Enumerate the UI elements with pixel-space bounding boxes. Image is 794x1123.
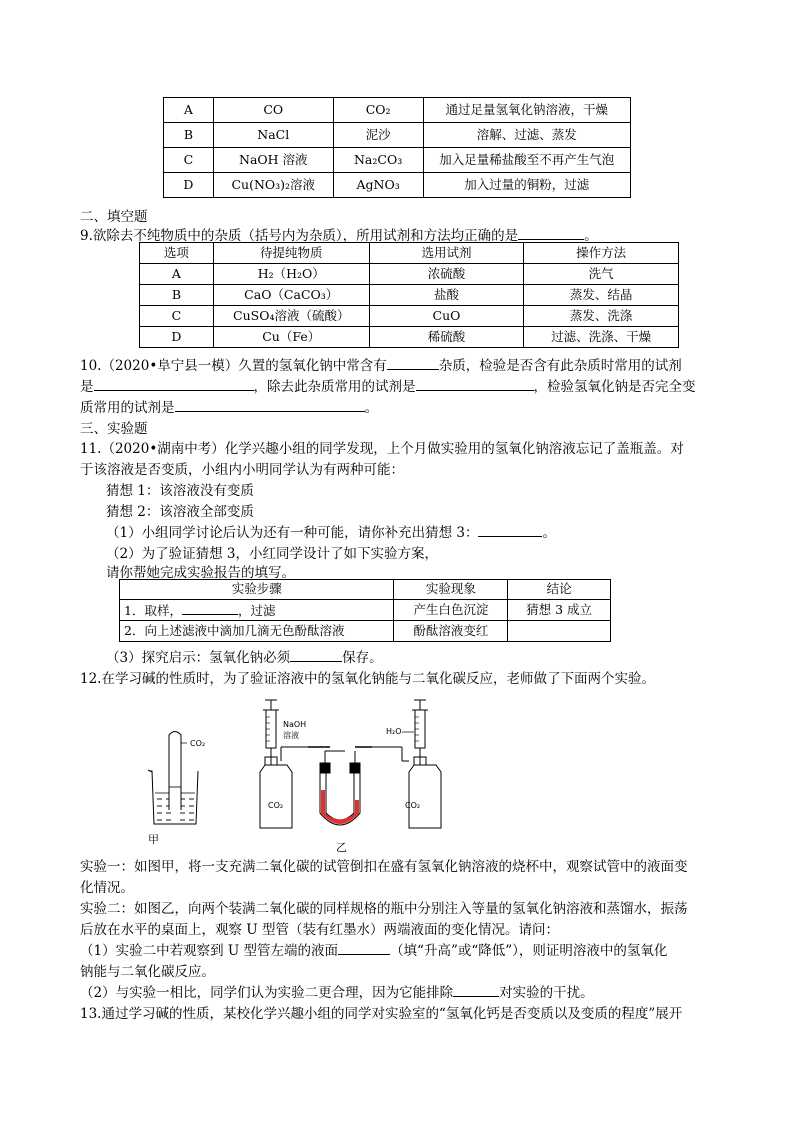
row2-step: 2．向上述滤液中滴加几滴无色酚酞溶液 (120, 621, 394, 642)
t1-row (164, 123, 631, 148)
row1-step: 1．取样， ，过滤 (120, 600, 394, 621)
t1-cell: A (164, 98, 214, 123)
row1-conclusion: 猜想 3 成立 (508, 600, 611, 621)
q10-line3: 质常用的试剂是 。 (80, 400, 378, 416)
q9-text: 9.欲除去不纯物质中的杂质（括号内为杂质），所用试剂和方法均正确的是 。 (80, 228, 598, 244)
t1-cell: NaOH 溶液 (213, 148, 333, 173)
q10-line2: 是 ，除去此杂质常用的试剂是 ，检验氢氧化钠是否完全变 (80, 379, 696, 395)
q9-cell: CuSO₄溶液（硫酸） (213, 306, 369, 327)
t1-cell: 加入过量的铜粉，过滤 (423, 173, 630, 198)
t1-cell: NaCl (213, 123, 333, 148)
beaker-figure-jia (148, 732, 205, 847)
q12-sub1c: 钠能与二氧化碳反应。 (80, 964, 215, 980)
q10-line1: 10.（2020•阜宁县一模）久置的氢氧化钠中常含有 杂质，检验是否含有此杂质时常用的试剂 (80, 358, 682, 374)
t1-cell: AgNO₃ (333, 173, 423, 198)
q12-exp2-a: 实验二：如图乙，向两个装满二氧化碳的同样规格的瓶中分别注入等量的氢氧化钠溶液和蒸馏水，振荡 (80, 901, 688, 917)
q9-cell: A (140, 264, 214, 285)
syringe-right (412, 700, 428, 765)
row2-conclusion (508, 621, 611, 642)
th-phenomenon: 实验现象 (394, 580, 508, 600)
q11-line1: 11.（2020•湖南中考）化学兴趣小组的同学发现，上个月做实验用的氢氧化钠溶液忘记了盖瓶盖。对 (80, 441, 684, 457)
t1-cell: 加入足量稀盐酸至不再产生气泡 (423, 148, 630, 173)
t1-cell: Cu(NO₃)₂溶液 (213, 173, 333, 198)
t1-cell: D (164, 173, 214, 198)
q9-row (140, 285, 679, 306)
t1-row (164, 148, 631, 173)
t1-cell: Na₂CO₃ (333, 148, 423, 173)
t1-cell: B (164, 123, 214, 148)
q9-cell: 盐酸 (369, 285, 524, 306)
solution-label: 溶液 (283, 731, 299, 740)
co2-label-left: CO₂ (268, 801, 284, 810)
t1-cell: CO₂ (333, 98, 423, 123)
q11-line2: 于该溶液是否变质，小组内小明同学认为有两种可能： (80, 462, 404, 478)
h2o-label: H₂O (386, 727, 402, 736)
q9-header-cell: 选用试剂 (369, 243, 524, 264)
q11-sub3: （3）探究启示：氢氧化钠必须 保存。 (106, 650, 383, 666)
q9-header-cell: 待提纯物质 (213, 243, 369, 264)
naoh-label: NaOH (283, 720, 307, 729)
t1-cell: CO (213, 98, 333, 123)
q12-exp2-b: 后放在水平的桌面上，观察 U 型管（装有红墨水）两端液面的变化情况。请问： (80, 922, 559, 938)
q11-sub1: （1）小组同学讨论后认为还有一种可能，请你补充出猜想 3： 。 (106, 525, 556, 541)
t1-row (164, 98, 631, 123)
co2-label-jia: CO₂ (190, 739, 206, 748)
q9-cell: 浓硫酸 (369, 264, 524, 285)
q9-cell: H₂（H₂O） (213, 264, 369, 285)
q9-cell: Cu（Fe） (213, 327, 369, 348)
q9-cell: CaO（CaCO₃） (213, 285, 369, 306)
th-conclusion: 结论 (508, 580, 611, 600)
co2-label-right: CO₂ (405, 801, 421, 810)
bottle-right (370, 747, 441, 828)
q9-cell: 蒸发、洗涤 (524, 306, 679, 327)
experiment-figure (140, 695, 460, 855)
label-jia: 甲 (148, 833, 159, 846)
q11-sub2b: 请你帮她完成实验报告的填写。 (106, 565, 295, 581)
q9-header-cell: 选项 (140, 243, 214, 264)
q12-sub2: （2）与实验一相比，同学们认为实验二更合理，因为它能排除 对实验的干扰。 (80, 985, 594, 1001)
label-yi: 乙 (336, 841, 347, 854)
q9-row (140, 264, 679, 285)
q9-cell: C (140, 306, 214, 327)
t1-cell: 溶解、过滤、蒸发 (423, 123, 630, 148)
q11-sub2: （2）为了验证猜想 3，小红同学设计了如下实验方案， (106, 546, 438, 562)
u-tube (308, 747, 360, 825)
q9-cell: D (140, 327, 214, 348)
q11-guess2: 猜想 2：该溶液全部变质 (106, 504, 254, 520)
q12-line1: 12.在学习碱的性质时，为了验证溶液中的氢氧化钠能与二氧化碳反应，老师做了下面两个实验。 (80, 671, 655, 687)
q9-row (140, 306, 679, 327)
q13-line1: 13.通过学习碱的性质，某校化学兴趣小组的同学对实验室的“氢氧化钙是否变质以及变质的程度”展开 (80, 1006, 683, 1022)
t1-cell: C (164, 148, 214, 173)
th-step: 实验步骤 (120, 580, 394, 600)
bottle-left (260, 747, 308, 828)
q12-sub1: （1）实验二中若观察到 U 型管左端的液面 （填“升高”或“降低”），则证明溶液中的氢氧化 (80, 943, 668, 959)
q9-row (140, 327, 679, 348)
q9-cell: B (140, 285, 214, 306)
row1-phenomenon: 产生白色沉淀 (394, 600, 508, 621)
syringe-left (263, 700, 279, 765)
q11-guess1: 猜想 1：该溶液没有变质 (106, 483, 254, 499)
q12-exp1-b: 化情况。 (80, 880, 134, 896)
q9-table (139, 242, 679, 348)
q9-cell: 稀硫酸 (369, 327, 524, 348)
t1-cell: 泥沙 (333, 123, 423, 148)
impurity-table-1 (163, 97, 631, 198)
section-title-fill: 二、填空题 (80, 209, 148, 225)
q9-cell: 蒸发、结晶 (524, 285, 679, 306)
q9-cell: 过滤、洗涤、干燥 (524, 327, 679, 348)
q11-report-table (119, 579, 611, 642)
q9-cell: 洗气 (524, 264, 679, 285)
row2-phenomenon: 酚酞溶液变红 (394, 621, 508, 642)
section-title-experiment: 三、实验题 (80, 421, 148, 437)
q12-exp1-a: 实验一：如图甲，将一支充满二氧化碳的试管倒扣在盛有氢氧化钠溶液的烧杯中，观察试管中的液面变 (80, 859, 688, 875)
q9-cell: CuO (369, 306, 524, 327)
t1-row (164, 173, 631, 198)
q9-header-cell: 操作方法 (524, 243, 679, 264)
t1-cell: 通过足量氢氧化钠溶液，干燥 (423, 98, 630, 123)
